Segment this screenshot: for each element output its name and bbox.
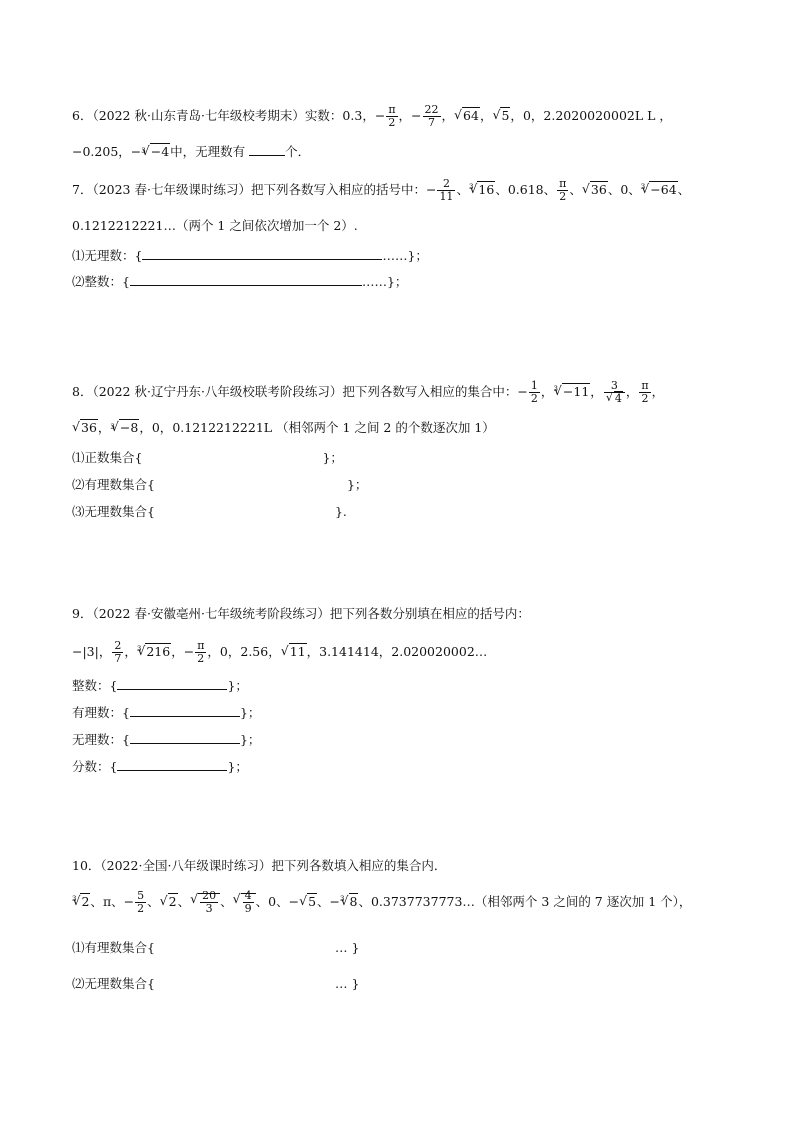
radical: √ 36 (72, 418, 98, 438)
q8-part-2: ⑵有理数集合{ }； (72, 477, 368, 492)
radical: √ −4 (142, 142, 170, 162)
q7-part-1: ⑴无理数：{ ……}； (72, 248, 428, 263)
answer-blank[interactable] (249, 143, 285, 156)
fraction: $\frac{\pi}{2}$ (388, 103, 396, 129)
radical: √ 11 (281, 642, 307, 662)
question-10-line-1: 10．（2022·全国·八年级课时练习）把下列各数填入相应的集合内． (72, 858, 447, 873)
radical: √ 5 (299, 892, 317, 912)
fraction: $\frac{5}{2}$ (137, 889, 145, 915)
question-10-line-2: $^3$√ 2、π、− $\frac{5}{2}$ 、√ 2、 √ $\frac{20}{3}$ 、 √ $\frac{4}{9}$ 、0、−√ 5、−$^3$√ 8、0.3737737773…（相邻两个 3 之间的 7 逐次加 1 个）， (72, 890, 691, 915)
radical: √ 5 (492, 106, 510, 126)
radical: √ 216 (137, 642, 171, 662)
answer-blank[interactable] (130, 731, 240, 744)
radical: √ 64 (454, 106, 480, 126)
q10-part-1: ⑴有理数集合{ … } (72, 940, 360, 955)
question-6-line-2: −0.205，−$^3$√ −4中，无理数有 个． (72, 142, 310, 162)
answer-blank[interactable] (117, 758, 227, 771)
q9-part-2: 有理数：{ }； (72, 705, 261, 720)
fraction: $\frac{2}{7}$ (114, 639, 122, 665)
radical: √ 36 (582, 180, 608, 200)
question-7-line-1: 7．（2023 春·七年级课时练习）把下列各数写入相应的括号中：− $\frac{2}{11}$ 、$^3$√ 16、0.618、 $\frac{\pi}{2}$ 、√ 36、0、$^3$√ −64、 (72, 178, 690, 203)
fraction: $\frac{1}{2}$ (530, 379, 538, 405)
question-6-line-1: 6．（2022 秋·山东青岛·七年级校考期末）实数：0.3，− $\frac{\pi}{2}$ ，− $\frac{22}{7}$ ，√ 64，√ 5，0，2.2020020002L L ， (72, 104, 672, 129)
radical: √ $\frac{4}{9}$ (233, 890, 256, 915)
radical: √ $\frac{20}{3}$ (190, 890, 220, 915)
q10-part-2: ⑵无理数集合{ … } (72, 976, 360, 991)
answer-blank[interactable] (130, 273, 362, 286)
q8-part-1: ⑴正数集合{ }； (72, 450, 343, 465)
fraction: $\frac{22}{7}$ (424, 103, 439, 129)
question-9-line-2: −|3|， $\frac{2}{7}$ ，$^3$√ 216，− $\frac{\pi}{2}$ ，0，2.56，√ 11，3.141414，2.020020002… (72, 640, 487, 665)
q9-part-4: 分数：{ }； (72, 759, 248, 774)
q6-head: 6．（2022 秋·山东青岛·七年级校考期末）实数：0.3， (72, 108, 375, 123)
radical: √ −8 (111, 418, 139, 438)
radical: √ −11 (554, 382, 590, 402)
fraction: 3 √ 4 (604, 380, 625, 405)
answer-blank[interactable] (142, 247, 382, 260)
q9-part-3: 无理数：{ }； (72, 732, 261, 747)
radical: √ 16 (469, 180, 495, 200)
fraction: $\frac{\pi}{2}$ (197, 639, 205, 665)
radical: √ −64 (641, 180, 677, 200)
q8-part-3: ⑶无理数集合{ }. (72, 504, 347, 519)
fraction: $\frac{\pi}{2}$ (641, 379, 649, 405)
radical: √ 2 (160, 892, 178, 912)
question-8-line-1: 8．（2022 秋·辽宁丹东·八年级校联考阶段练习）把下列各数写入相应的集合中：− $\frac{1}{2}$ ，$^3$√ −11， 3 √ 4 ， $\frac{\pi}{2}$ ， (72, 380, 664, 405)
q7-part-2: ⑵整数：{ ……}； (72, 274, 408, 289)
fraction: $\frac{2}{11}$ (439, 177, 454, 203)
answer-blank[interactable] (117, 677, 227, 690)
q9-part-1: 整数：{ }； (72, 678, 248, 693)
radical: √ 2 (72, 892, 90, 912)
fraction: $\frac{\pi}{2}$ (559, 177, 567, 203)
question-7-line-2: 0.1212212221…（两个 1 之间依次增加一个 2）. (72, 218, 358, 233)
question-9-line-1: 9．（2022 春·安徽亳州·七年级统考阶段练习）把下列各数分别填在相应的括号内： (72, 606, 530, 621)
answer-blank[interactable] (130, 704, 240, 717)
radical: √ 8 (341, 892, 359, 912)
question-8-line-2: √ 36，$^3$√ −8，0，0.1212212221L （相邻两个 1 之间 2 的个数逐次加 1） (72, 418, 495, 438)
